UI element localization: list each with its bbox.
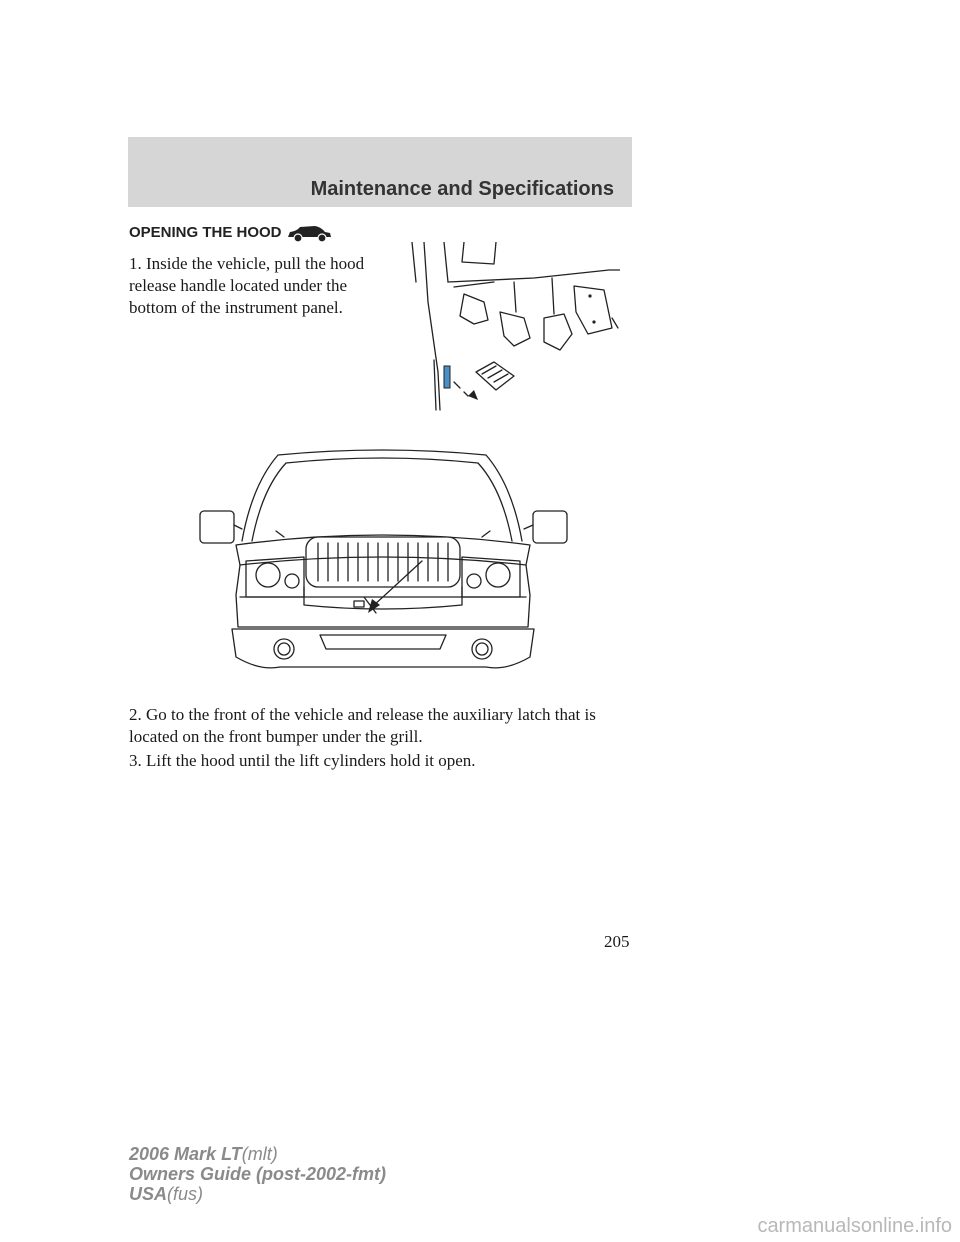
step-2-text: 2. Go to the front of the vehicle and release the auxiliary latch that is located on the front bumper under the grill.: [129, 705, 596, 746]
watermark: carmanualsonline.info: [757, 1215, 952, 1237]
footer-line-market: USA(fus): [129, 1184, 204, 1204]
footer-line-guide: Owners Guide (post-2002-fmt): [129, 1164, 387, 1184]
truck-front-illustration: [196, 445, 571, 675]
section-header-title: Maintenance and Specifications: [310, 178, 614, 200]
header-band: [128, 137, 632, 207]
footer-line-model: 2006 Mark LT(mlt): [129, 1144, 278, 1164]
step-3-text: 3. Lift the hood until the lift cylinders hold it open.: [129, 751, 476, 770]
page-number: 205: [604, 932, 630, 951]
hood-release-pedal-illustration: [404, 242, 620, 414]
step-1-text: 1. Inside the vehicle, pull the hood release handle located under the bottom of the instrument panel.: [129, 254, 365, 317]
document-footer: [129, 1144, 386, 1204]
car-icon: [285, 219, 333, 245]
section-heading: OPENING THE HOOD: [129, 224, 282, 241]
